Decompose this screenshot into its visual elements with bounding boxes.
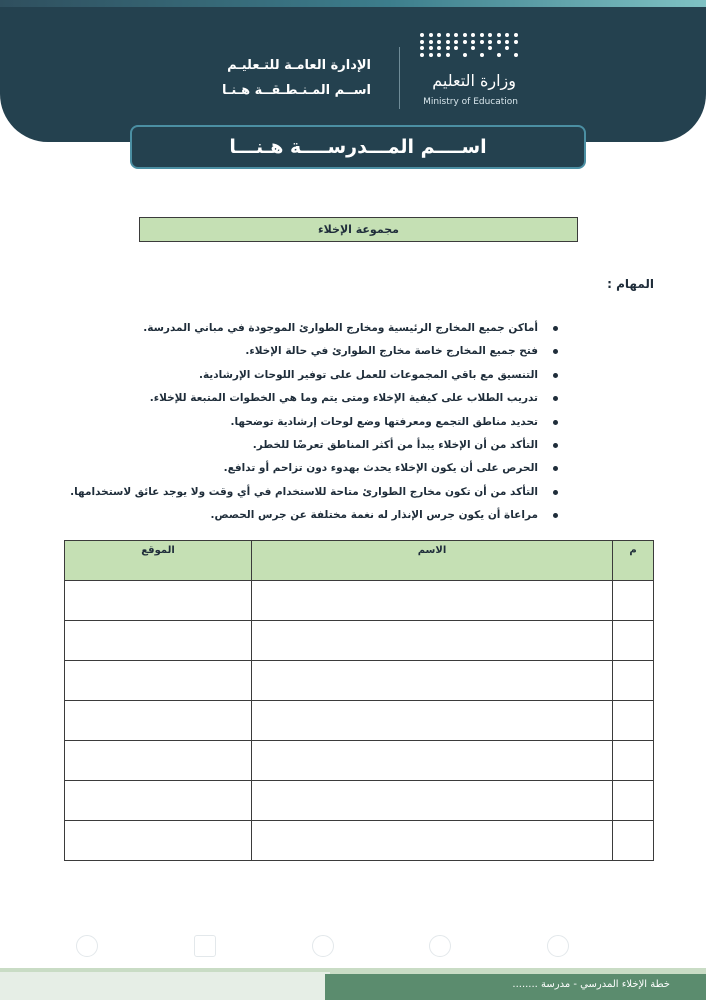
web-icon <box>547 935 569 957</box>
task-item: التأكد من أن تكون مخارج الطوارئ متاحة للاستخدام في أي وقت ولا يوجد عائق لاستخدامها. <box>38 481 558 504</box>
table-cell[interactable] <box>252 821 613 861</box>
task-list <box>38 317 558 528</box>
table-row <box>65 701 654 741</box>
instagram-icon <box>429 935 451 957</box>
logo-dot <box>463 53 467 57</box>
footer-watermark-icons <box>0 935 706 965</box>
col-number-header: م <box>613 541 654 581</box>
logo-dot <box>420 33 424 37</box>
table-cell[interactable] <box>65 781 252 821</box>
table-row <box>65 781 654 821</box>
ministry-logo <box>420 33 530 113</box>
col-name-header: الاسم <box>252 541 613 581</box>
task-item: التنسيق مع باقي المجموعات للعمل على توفير اللوحات الإرشادية. <box>38 364 558 387</box>
task-item: فتح جميع المخارج خاصة مخارج الطوارئ في حالة الإخلاء. <box>38 340 558 363</box>
logo-dot <box>429 33 433 37</box>
footer-light-band <box>0 972 330 1000</box>
logo-dot <box>505 40 509 44</box>
logo-dot <box>446 46 450 50</box>
logo-dot <box>437 46 441 50</box>
table-cell[interactable] <box>613 701 654 741</box>
table-row <box>65 821 654 861</box>
header-divider <box>399 47 400 109</box>
x-social-icon <box>312 935 334 957</box>
logo-dots-icon <box>420 33 525 63</box>
tasks-label: المهام : <box>607 277 654 291</box>
logo-dot <box>420 53 424 57</box>
footer-bar <box>0 968 706 1000</box>
table-row <box>65 581 654 621</box>
members-table <box>64 540 654 861</box>
school-name-box <box>130 125 586 169</box>
task-item: أماكن جميع المخارج الرئيسية ومخارج الطوارئ الموجودة في مباني المدرسة. <box>38 317 558 340</box>
logo-dot <box>497 33 501 37</box>
logo-dot <box>471 33 475 37</box>
table-cell[interactable] <box>252 781 613 821</box>
table-header-row <box>65 541 654 581</box>
region-name: اســم المـنـطـقــة هـنـا <box>222 83 371 98</box>
table-cell[interactable] <box>613 621 654 661</box>
table-cell[interactable] <box>252 581 613 621</box>
col-location-header: الموقع <box>65 541 252 581</box>
logo-dot <box>488 40 492 44</box>
school-name: اســــم المـــدرســــة هـنـــا <box>229 136 487 158</box>
task-item: مراعاة أن يكون جرس الإنذار له نغمة مختلفة عن جرس الحصص. <box>38 504 558 527</box>
table-cell[interactable] <box>252 661 613 701</box>
logo-dot <box>437 33 441 37</box>
logo-dot <box>446 33 450 37</box>
logo-dot <box>463 40 467 44</box>
logo-dot <box>497 53 501 57</box>
table-cell[interactable] <box>252 741 613 781</box>
task-item: الحرص على أن يكون الإخلاء يحدث بهدوء دون تزاحم أو تدافع. <box>38 457 558 480</box>
logo-dot <box>429 53 433 57</box>
logo-dot <box>488 46 492 50</box>
table-cell[interactable] <box>252 701 613 741</box>
table-cell[interactable] <box>65 741 252 781</box>
group-title-box <box>139 217 578 242</box>
logo-dot <box>429 40 433 44</box>
task-item: تحديد مناطق التجمع ومعرفتها وضع لوحات إرشادية توضحها. <box>38 411 558 434</box>
table-cell[interactable] <box>65 581 252 621</box>
table-cell[interactable] <box>613 741 654 781</box>
phone-icon <box>76 935 98 957</box>
logo-dot <box>480 40 484 44</box>
logo-dot <box>471 46 475 50</box>
logo-dot <box>488 33 492 37</box>
table-cell[interactable] <box>65 821 252 861</box>
footer-text: خطة الإخلاء المدرسي - مدرسة ........ <box>512 979 670 990</box>
logo-dot <box>480 53 484 57</box>
logo-dot <box>454 46 458 50</box>
logo-dot <box>497 40 501 44</box>
logo-dot <box>437 53 441 57</box>
admin-title: الإدارة العامـة للتـعليـم <box>227 58 371 73</box>
group-title: مجموعة الإخلاء <box>318 223 399 236</box>
table-cell[interactable] <box>613 821 654 861</box>
ministry-name-en: Ministry of Education <box>423 97 518 107</box>
table-row <box>65 621 654 661</box>
table-row <box>65 741 654 781</box>
mail-icon <box>194 935 216 957</box>
logo-dot <box>505 46 509 50</box>
table-cell[interactable] <box>613 661 654 701</box>
logo-dot <box>505 33 509 37</box>
table-cell[interactable] <box>65 701 252 741</box>
logo-dot <box>446 53 450 57</box>
logo-dot <box>454 33 458 37</box>
ministry-name-ar: وزارة التعليم <box>432 71 516 90</box>
header-banner <box>0 7 706 142</box>
logo-dot <box>454 40 458 44</box>
logo-dot <box>429 46 433 50</box>
logo-dot <box>420 40 424 44</box>
logo-dot <box>437 40 441 44</box>
table-cell[interactable] <box>65 661 252 701</box>
logo-dot <box>514 53 518 57</box>
table-cell[interactable] <box>252 621 613 661</box>
logo-dot <box>514 40 518 44</box>
task-item: تدريب الطلاب على كيفية الإخلاء ومتى يتم وما هي الخطوات المتبعة للإخلاء. <box>38 387 558 410</box>
table-cell[interactable] <box>613 581 654 621</box>
task-item: التأكد من أن الإخلاء يبدأ من أكثر المناطق تعرضًا للخطر. <box>38 434 558 457</box>
logo-dot <box>514 33 518 37</box>
table-cell[interactable] <box>613 781 654 821</box>
top-accent-line <box>0 0 706 7</box>
logo-dot <box>446 40 450 44</box>
table-row <box>65 661 654 701</box>
logo-dot <box>480 33 484 37</box>
logo-dot <box>420 46 424 50</box>
logo-dot <box>471 40 475 44</box>
table-cell[interactable] <box>65 621 252 661</box>
logo-dot <box>463 33 467 37</box>
